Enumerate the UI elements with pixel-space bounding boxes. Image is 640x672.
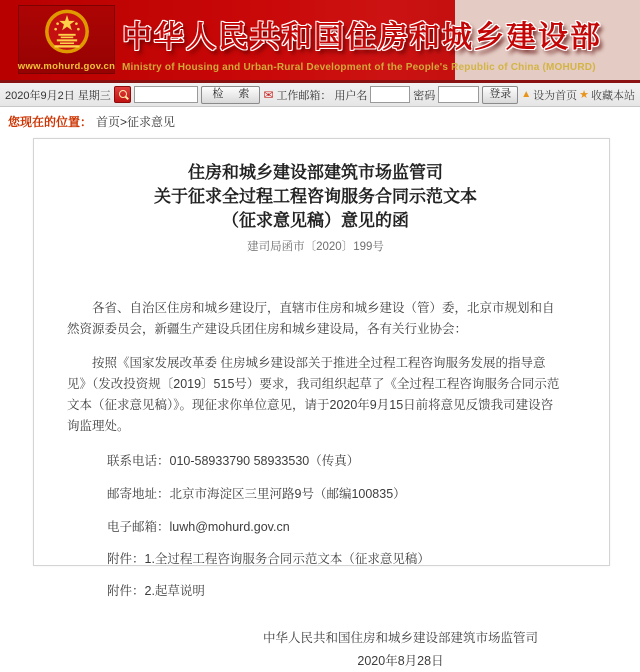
- search-icon[interactable]: [114, 86, 131, 103]
- attachments: [67, 550, 564, 600]
- document-title-line1: 住房和城乡建设部建筑市场监管司: [188, 163, 443, 182]
- ministry-subtitle-en: Ministry of Housing and Urban-Rural Development of the People's Republic of China (MOHURD): [122, 62, 596, 73]
- national-emblem-icon: [43, 8, 91, 60]
- toolbar-right-links: [521, 87, 635, 103]
- emblem-panel: [18, 5, 115, 74]
- site-banner: [0, 0, 640, 80]
- username-field[interactable]: [370, 86, 410, 103]
- signature-block: [263, 628, 538, 672]
- site-url: www.mohurd.gov.cn: [17, 61, 116, 72]
- username-label: 用户名: [334, 89, 368, 102]
- breadcrumb-label: 您现在的位置：: [8, 114, 93, 129]
- signature-department: 中华人民共和国住房和城乡建设部建筑市场监管司: [262, 631, 538, 645]
- contact-phone: 联系电话：010-58933790 58933530（传真）: [107, 454, 360, 468]
- breadcrumb: [0, 107, 640, 135]
- ministry-title: 中华人民共和国住房和城乡建设部: [122, 21, 602, 54]
- attachment-2-link[interactable]: 附件：2.起草说明: [107, 584, 205, 598]
- password-label: 密码: [413, 89, 436, 102]
- current-date: 2020年9月2日 星期三: [5, 89, 111, 102]
- document-number: 建司局函市〔2020〕199号: [247, 241, 384, 253]
- work-mailbox-label: 工作邮箱：: [276, 89, 332, 102]
- home-arrow-icon: ▲: [521, 89, 532, 100]
- document-title-line2: 关于征求全过程工程咨询服务合同示范文本: [154, 187, 477, 206]
- top-toolbar: [0, 83, 640, 107]
- login-button[interactable]: 登录: [482, 86, 518, 104]
- mail-icon: ✉: [263, 87, 274, 102]
- addressee-paragraph: 各省、自治区住房和城乡建设厅，直辖市住房和城乡建设（管）委，北京市规划和自然资源委员会，新疆生产建设兵团住房和城乡建设局，各有关行业协会：: [67, 301, 555, 336]
- banner-titles: [122, 12, 602, 73]
- star-icon: ★: [579, 89, 589, 101]
- mailing-address: 邮寄地址：北京市海淀区三里河路9号（邮编100835）: [107, 487, 406, 501]
- document-title-line3: （征求意见稿）意见的函: [222, 211, 409, 230]
- email-address: 电子邮箱：luwh@mohurd.gov.cn: [107, 520, 290, 534]
- document-body: [67, 298, 564, 672]
- main-paragraph: 按照《国家发展改革委 住房城乡建设部关于推进全过程工程咨询服务发展的指导意见》（发改投资规〔2019〕515号）要求，我司组织起草了《全过程工程咨询服务合同示范文本（征求意见稿）》。现征求你单位意见，请于2020年9月15日前将意见反馈我司建设咨询监理处。: [67, 356, 560, 433]
- document-panel: [33, 138, 610, 668]
- favorite-link[interactable]: 收藏本站: [591, 89, 635, 102]
- signature-date: 2020年8月28日: [357, 654, 444, 668]
- password-field[interactable]: [438, 86, 479, 103]
- breadcrumb-path[interactable]: 首页>征求意见: [96, 114, 176, 129]
- set-home-link[interactable]: 设为首页: [533, 89, 578, 102]
- search-button[interactable]: 检 索: [201, 86, 260, 104]
- attachment-1-link[interactable]: 附件：1.全过程工程咨询服务合同示范文本（征求意见稿）: [107, 552, 430, 566]
- search-input[interactable]: [134, 86, 199, 103]
